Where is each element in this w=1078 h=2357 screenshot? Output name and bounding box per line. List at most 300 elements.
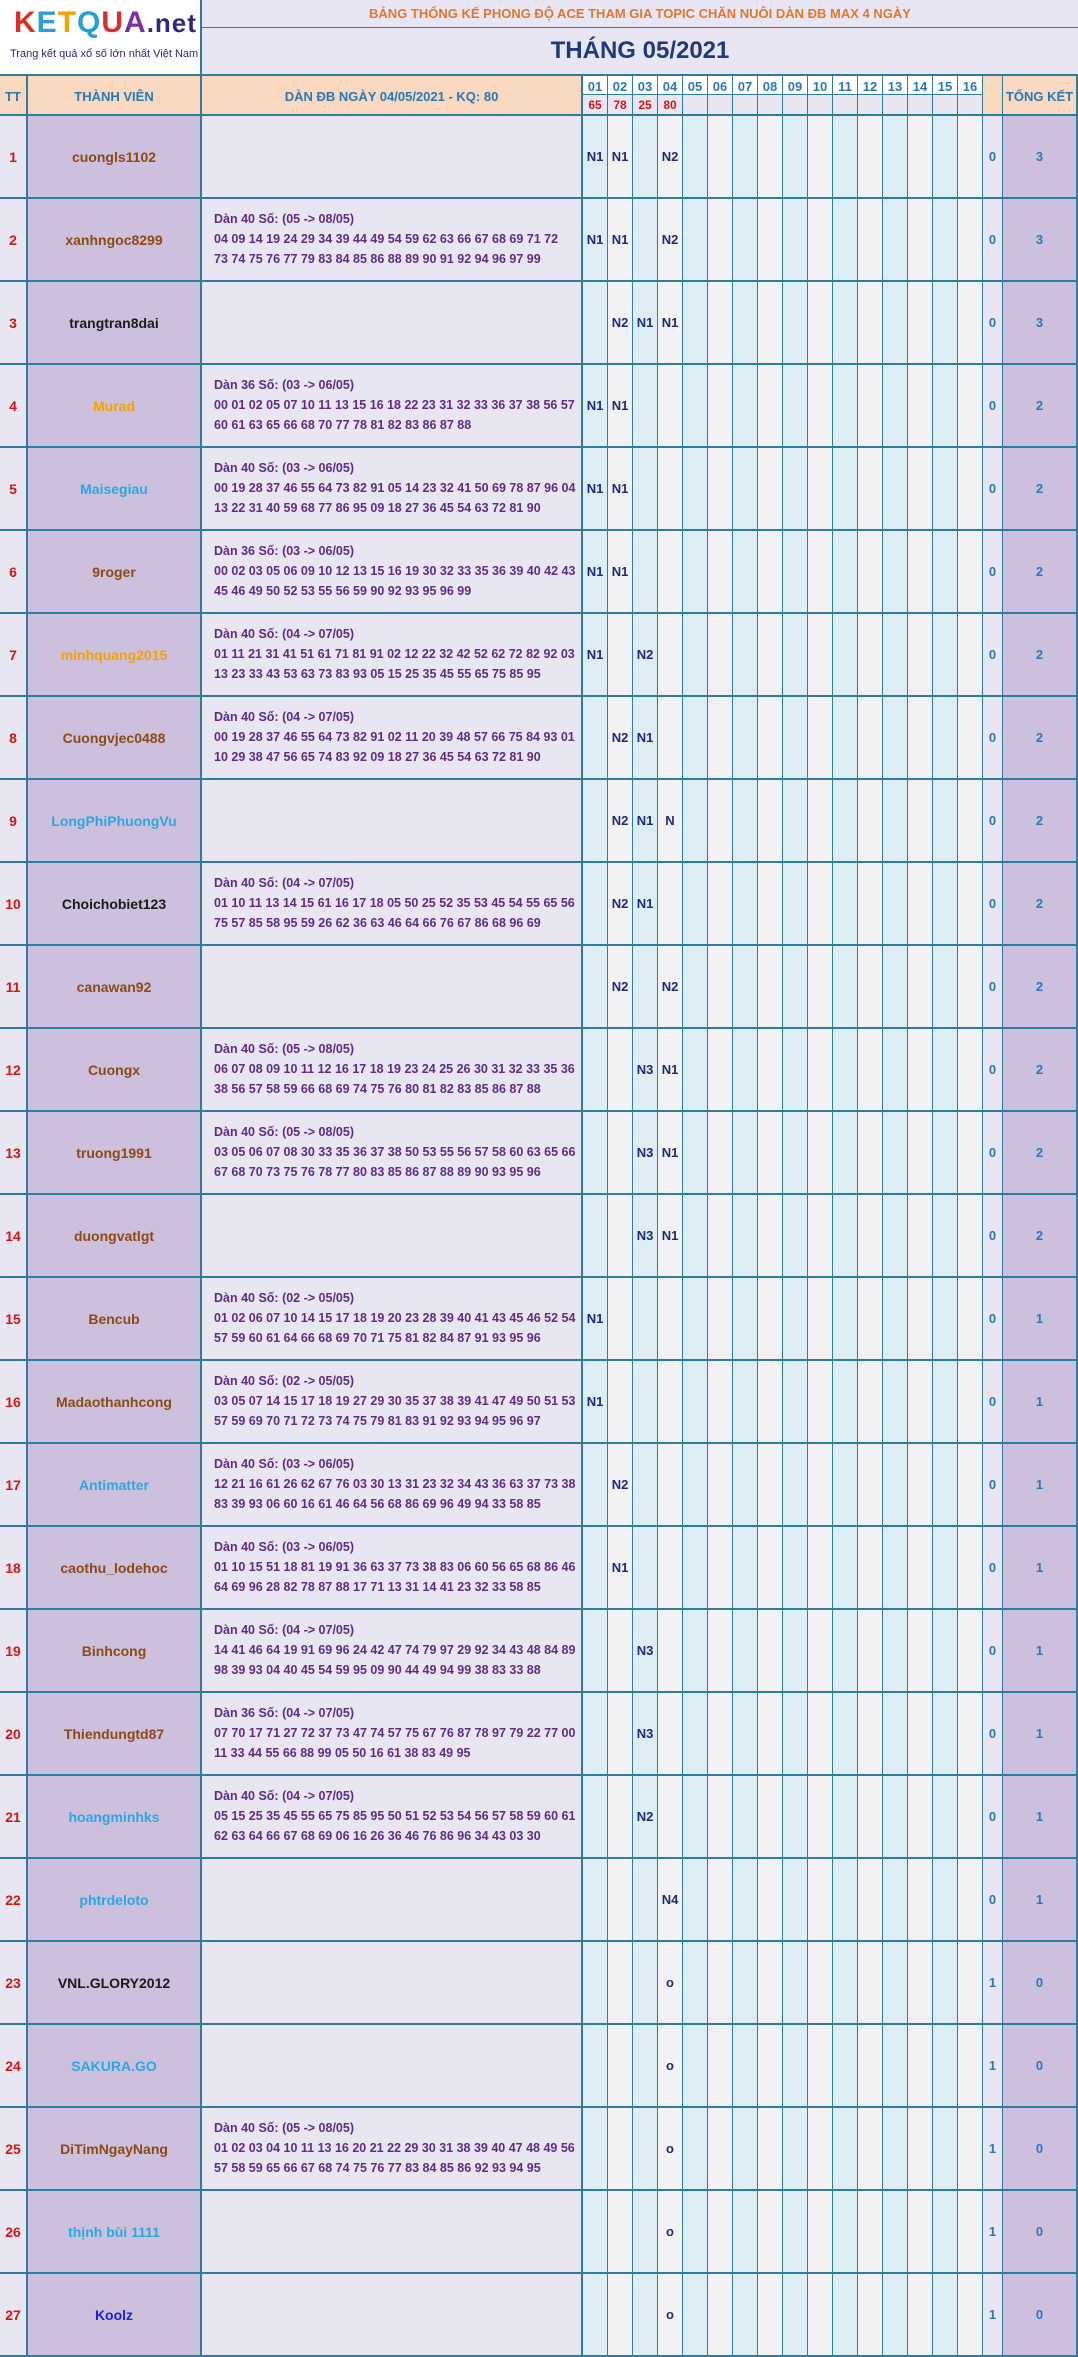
dan-line: 10 29 38 47 56 65 74 83 92 09 18 27 36 45 54 63 72 81 90 (214, 750, 541, 764)
day-mark (858, 199, 883, 282)
day-mark (708, 116, 733, 199)
member-name[interactable]: Bencub (28, 1278, 202, 1361)
day-mark (808, 365, 833, 448)
total-hit: 1 (1003, 1859, 1078, 1942)
day-mark (858, 2108, 883, 2191)
day-mark (708, 946, 733, 1029)
day-mark (708, 780, 733, 863)
dan-numbers (202, 2274, 583, 2357)
day-mark (608, 2108, 633, 2191)
day-mark (783, 1444, 808, 1527)
member-name[interactable]: 9roger (28, 531, 202, 614)
logo-tagline: Trang kết quả xổ số lớn nhất Việt Nam (10, 48, 199, 60)
day-mark (783, 697, 808, 780)
day-mark: N1 (583, 365, 608, 448)
day-mark (633, 1859, 658, 1942)
day-mark (583, 1610, 608, 1693)
day-mark (958, 1942, 983, 2025)
day-mark (783, 1112, 808, 1195)
header-member: THÀNH VIÊN (28, 74, 202, 116)
day-mark (908, 1693, 933, 1776)
day-mark (808, 2025, 833, 2108)
day-mark: N2 (608, 697, 633, 780)
day-result (858, 95, 883, 116)
day-mark (683, 448, 708, 531)
day-mark (708, 1029, 733, 1112)
total-miss: 0 (983, 1029, 1003, 1112)
day-mark (633, 2108, 658, 2191)
day-mark: N1 (608, 1527, 633, 1610)
day-mark (958, 199, 983, 282)
member-name[interactable]: Binhcong (28, 1610, 202, 1693)
day-result (833, 95, 858, 116)
member-name[interactable]: duongvatlgt (28, 1195, 202, 1278)
member-name[interactable]: Antimatter (28, 1444, 202, 1527)
row-number: 21 (0, 1776, 28, 1859)
day-mark: N1 (583, 199, 608, 282)
member-name[interactable]: hoangminhks (28, 1776, 202, 1859)
day-mark (683, 1942, 708, 2025)
day-mark (658, 614, 683, 697)
member-name[interactable]: thịnh bùi 1111 (28, 2191, 202, 2274)
member-name[interactable]: Choichobiet123 (28, 863, 202, 946)
day-header: 04 (658, 74, 683, 95)
day-mark: N3 (633, 1029, 658, 1112)
day-mark (683, 1195, 708, 1278)
day-mark (658, 448, 683, 531)
day-mark (858, 116, 883, 199)
dan-line: 00 19 28 37 46 55 64 73 82 91 05 14 23 32 41 50 69 78 87 96 04 (214, 481, 576, 495)
member-name[interactable]: SAKURA.GO (28, 2025, 202, 2108)
day-header: 10 (808, 74, 833, 95)
day-mark: N1 (658, 282, 683, 365)
day-mark (633, 199, 658, 282)
member-name[interactable]: cuongls1102 (28, 116, 202, 199)
dan-numbers (202, 1444, 583, 1527)
day-mark (783, 1776, 808, 1859)
dan-line: 57 59 69 70 71 72 73 74 75 79 81 83 91 92 93 94 95 96 97 (214, 1414, 541, 1428)
total-miss: 0 (983, 1361, 1003, 1444)
day-mark (608, 1195, 633, 1278)
day-mark (758, 1112, 783, 1195)
day-mark (633, 2274, 658, 2357)
day-mark: N2 (633, 614, 658, 697)
day-mark (633, 1527, 658, 1610)
day-mark (783, 2274, 808, 2357)
day-mark (833, 1444, 858, 1527)
row-number: 7 (0, 614, 28, 697)
day-mark (733, 116, 758, 199)
dan-line: 60 61 63 65 66 68 70 77 78 81 82 83 86 87 88 (214, 418, 472, 432)
day-mark (808, 1029, 833, 1112)
dan-line: 75 57 85 58 95 59 26 62 36 63 46 64 66 76 67 86 68 96 69 (214, 916, 541, 930)
day-mark: N3 (633, 1112, 658, 1195)
day-mark (808, 780, 833, 863)
day-mark (783, 448, 808, 531)
row-number: 27 (0, 2274, 28, 2357)
day-mark (883, 199, 908, 282)
day-mark (833, 2025, 858, 2108)
day-mark (708, 2025, 733, 2108)
day-mark (708, 2274, 733, 2357)
day-mark (908, 448, 933, 531)
day-mark (708, 1444, 733, 1527)
day-mark (783, 946, 808, 1029)
day-mark (908, 1361, 933, 1444)
day-mark (883, 1444, 908, 1527)
total-hit: 0 (1003, 2025, 1078, 2108)
day-mark (808, 282, 833, 365)
dan-line: 04 09 14 19 24 29 34 39 44 49 54 59 62 63 66 67 68 69 71 72 (214, 232, 559, 246)
member-name[interactable]: Murad (28, 365, 202, 448)
day-mark (808, 1278, 833, 1361)
day-mark (858, 2274, 883, 2357)
total-hit: 2 (1003, 448, 1078, 531)
dan-numbers (202, 2025, 583, 2108)
member-name[interactable]: phtrdeloto (28, 1859, 202, 1942)
day-mark (608, 1112, 633, 1195)
total-miss: 0 (983, 780, 1003, 863)
day-mark (908, 1942, 933, 2025)
day-mark (933, 2108, 958, 2191)
day-mark (733, 199, 758, 282)
day-mark (808, 1444, 833, 1527)
member-name[interactable]: LongPhiPhuongVu (28, 780, 202, 863)
day-mark (658, 1278, 683, 1361)
total-hit: 2 (1003, 365, 1078, 448)
day-mark (883, 1278, 908, 1361)
dan-numbers (202, 780, 583, 863)
dan-line: 45 46 49 50 52 53 55 56 59 90 92 93 95 96 99 (214, 584, 472, 598)
day-mark (783, 1029, 808, 1112)
day-mark (733, 2191, 758, 2274)
day-mark (908, 780, 933, 863)
day-mark (683, 1029, 708, 1112)
day-mark (833, 2274, 858, 2357)
day-mark (783, 365, 808, 448)
row-number: 24 (0, 2025, 28, 2108)
row-number: 2 (0, 199, 28, 282)
member-name[interactable]: trangtran8dai (28, 282, 202, 365)
member-name[interactable]: Cuongx (28, 1029, 202, 1112)
month-title: THÁNG 05/2021 (202, 28, 1078, 74)
day-mark (708, 1361, 733, 1444)
day-result (808, 95, 833, 116)
dan-line: 01 10 11 13 14 15 61 16 17 18 05 50 25 52 35 53 45 54 55 65 56 (214, 896, 575, 910)
day-mark (858, 946, 883, 1029)
total-miss: 0 (983, 1859, 1003, 1942)
day-mark (758, 1195, 783, 1278)
day-mark (833, 1029, 858, 1112)
dan-line: 03 05 06 07 08 30 33 35 36 37 38 50 53 55 56 57 58 60 63 65 66 (214, 1145, 576, 1159)
dan-title: Dàn 40 Số: (04 -> 07/05) (214, 627, 354, 641)
day-mark (583, 1859, 608, 1942)
day-mark (733, 697, 758, 780)
dan-line: 12 21 16 61 26 62 67 76 03 30 13 31 23 32 34 43 36 63 37 73 38 (214, 1477, 576, 1491)
day-mark (883, 1195, 908, 1278)
day-mark (883, 1776, 908, 1859)
member-name[interactable]: Thiendungtd87 (28, 1693, 202, 1776)
day-mark (958, 365, 983, 448)
day-mark (958, 1610, 983, 1693)
day-mark (833, 1527, 858, 1610)
day-mark (783, 1361, 808, 1444)
day-mark (758, 863, 783, 946)
day-mark (783, 1942, 808, 2025)
row-number: 11 (0, 946, 28, 1029)
day-mark (758, 1942, 783, 2025)
day-mark (958, 282, 983, 365)
day-mark (683, 614, 708, 697)
total-hit: 1 (1003, 1610, 1078, 1693)
day-mark (683, 1859, 708, 1942)
day-mark: N2 (608, 780, 633, 863)
day-mark (833, 282, 858, 365)
dan-title: Dàn 40 Số: (05 -> 08/05) (214, 2121, 354, 2135)
day-mark (683, 2108, 708, 2191)
ketqua-logo[interactable] (0, 0, 202, 74)
day-mark (683, 116, 708, 199)
total-miss: 0 (983, 863, 1003, 946)
day-mark (633, 531, 658, 614)
total-miss: 0 (983, 365, 1003, 448)
day-mark (683, 1693, 708, 1776)
total-miss: 0 (983, 448, 1003, 531)
total-hit: 2 (1003, 863, 1078, 946)
dan-numbers (202, 1361, 583, 1444)
dan-line: 62 63 64 66 67 68 69 06 16 26 36 46 76 86 96 34 43 03 30 (214, 1829, 541, 1843)
day-mark (758, 2108, 783, 2191)
day-mark (883, 448, 908, 531)
day-mark (858, 1527, 883, 1610)
day-header: 06 (708, 74, 733, 95)
day-mark (933, 1278, 958, 1361)
dan-title: Dàn 36 Số: (04 -> 07/05) (214, 1706, 354, 1720)
day-mark (783, 1859, 808, 1942)
total-hit: 1 (1003, 1776, 1078, 1859)
day-mark (808, 2274, 833, 2357)
dan-line: 01 02 03 04 10 11 13 16 20 21 22 29 30 31 38 39 40 47 48 49 56 (214, 2141, 575, 2155)
day-mark (758, 282, 783, 365)
day-mark: N3 (633, 1195, 658, 1278)
day-mark (808, 1942, 833, 2025)
total-hit: 1 (1003, 1693, 1078, 1776)
dan-title: Dàn 40 Số: (02 -> 05/05) (214, 1291, 354, 1305)
member-name[interactable]: Maisegiau (28, 448, 202, 531)
row-number: 13 (0, 1112, 28, 1195)
day-mark: N2 (608, 863, 633, 946)
day-mark: o (658, 2025, 683, 2108)
dan-line: 03 05 07 14 15 17 18 19 27 29 30 35 37 38 39 41 47 49 50 51 53 (214, 1394, 576, 1408)
day-mark (583, 1527, 608, 1610)
member-name[interactable]: Koolz (28, 2274, 202, 2357)
member-name[interactable]: DiTimNgayNang (28, 2108, 202, 2191)
day-mark (808, 116, 833, 199)
day-mark (758, 697, 783, 780)
dan-line: 13 23 33 43 53 63 73 83 93 05 15 25 35 45 55 65 75 85 95 (214, 667, 541, 681)
day-mark (783, 1195, 808, 1278)
day-mark: N1 (608, 531, 633, 614)
day-mark (958, 2191, 983, 2274)
day-mark (733, 1029, 758, 1112)
day-mark (933, 1195, 958, 1278)
member-name[interactable]: truong1991 (28, 1112, 202, 1195)
day-result (683, 95, 708, 116)
day-mark (933, 199, 958, 282)
day-mark (808, 1195, 833, 1278)
day-mark (583, 1112, 608, 1195)
day-mark (958, 1112, 983, 1195)
day-mark (733, 780, 758, 863)
day-mark (633, 1361, 658, 1444)
member-name[interactable]: Cuongvjec0488 (28, 697, 202, 780)
day-mark (883, 863, 908, 946)
row-number: 10 (0, 863, 28, 946)
day-mark (583, 1444, 608, 1527)
day-mark (933, 2191, 958, 2274)
day-mark (758, 1444, 783, 1527)
day-result (733, 95, 758, 116)
day-mark (783, 1610, 808, 1693)
sheet-subtitle: BẢNG THỐNG KẾ PHONG ĐỘ ACE THAM GIA TOPIC CHĂN NUÔI DÀN ĐB MAX 4 NGÀY (202, 0, 1078, 28)
day-mark: N1 (583, 116, 608, 199)
day-mark (633, 1444, 658, 1527)
day-mark (833, 1942, 858, 2025)
day-mark (583, 2025, 608, 2108)
day-mark (808, 2108, 833, 2191)
day-mark (958, 1361, 983, 1444)
member-name[interactable]: caothu_lodehoc (28, 1527, 202, 1610)
day-mark (758, 1029, 783, 1112)
day-mark (683, 1527, 708, 1610)
total-hit: 2 (1003, 946, 1078, 1029)
day-result (708, 95, 733, 116)
day-mark (733, 448, 758, 531)
row-number: 15 (0, 1278, 28, 1361)
day-mark (658, 863, 683, 946)
total-miss: 0 (983, 697, 1003, 780)
member-name[interactable]: canawan92 (28, 946, 202, 1029)
day-mark (683, 1444, 708, 1527)
dan-title: Dàn 36 Số: (03 -> 06/05) (214, 378, 354, 392)
day-mark (708, 1693, 733, 1776)
day-mark (933, 2025, 958, 2108)
day-mark (883, 2274, 908, 2357)
dan-numbers (202, 1610, 583, 1693)
day-mark (658, 1610, 683, 1693)
day-mark (758, 780, 783, 863)
day-mark: N2 (608, 946, 633, 1029)
day-mark: N2 (608, 282, 633, 365)
day-mark (808, 531, 833, 614)
day-mark (958, 2274, 983, 2357)
total-hit: 2 (1003, 697, 1078, 780)
day-mark (908, 282, 933, 365)
day-header: 11 (833, 74, 858, 95)
day-header: 15 (933, 74, 958, 95)
day-mark (858, 1361, 883, 1444)
day-mark (958, 1029, 983, 1112)
day-mark (908, 1527, 933, 1610)
dan-numbers (202, 1195, 583, 1278)
dan-title: Dàn 40 Số: (04 -> 07/05) (214, 1789, 354, 1803)
day-mark: N1 (608, 448, 633, 531)
day-mark (783, 863, 808, 946)
day-mark (708, 199, 733, 282)
day-mark (583, 1029, 608, 1112)
day-mark (833, 2108, 858, 2191)
total-hit: 2 (1003, 780, 1078, 863)
day-mark (733, 2108, 758, 2191)
day-mark (933, 863, 958, 946)
day-mark (858, 531, 883, 614)
day-mark (658, 1361, 683, 1444)
day-mark (833, 448, 858, 531)
row-number: 8 (0, 697, 28, 780)
row-number: 19 (0, 1610, 28, 1693)
day-mark (733, 946, 758, 1029)
day-mark (683, 2025, 708, 2108)
day-mark: N1 (583, 1361, 608, 1444)
member-name[interactable]: VNL.GLORY2012 (28, 1942, 202, 2025)
day-mark (958, 448, 983, 531)
day-mark (833, 1859, 858, 1942)
total-hit: 0 (1003, 2108, 1078, 2191)
member-name[interactable]: minhquang2015 (28, 614, 202, 697)
total-miss: 0 (983, 614, 1003, 697)
day-mark (783, 531, 808, 614)
day-mark (658, 1776, 683, 1859)
day-mark (583, 2108, 608, 2191)
day-mark (683, 863, 708, 946)
day-mark (758, 1859, 783, 1942)
row-number: 16 (0, 1361, 28, 1444)
day-header: 05 (683, 74, 708, 95)
dan-line: 01 11 21 31 41 51 61 71 81 91 02 12 22 32 42 52 62 72 82 92 03 (214, 647, 575, 661)
dan-numbers (202, 1859, 583, 1942)
day-result (958, 95, 983, 116)
day-mark (758, 1776, 783, 1859)
dan-numbers (202, 448, 583, 531)
day-mark (933, 946, 958, 1029)
total-miss: 0 (983, 1776, 1003, 1859)
day-header: 03 (633, 74, 658, 95)
row-number: 5 (0, 448, 28, 531)
day-mark (783, 116, 808, 199)
day-header: 01 (583, 74, 608, 95)
member-name[interactable]: xanhngoc8299 (28, 199, 202, 282)
total-miss: 0 (983, 199, 1003, 282)
day-mark (808, 1361, 833, 1444)
day-mark (733, 2025, 758, 2108)
day-mark (633, 448, 658, 531)
header-tt: TT (0, 74, 28, 116)
dan-line: 57 59 60 61 64 66 68 69 70 71 75 81 82 84 87 91 93 95 96 (214, 1331, 541, 1345)
row-number: 20 (0, 1693, 28, 1776)
dan-numbers (202, 697, 583, 780)
total-hit: 0 (1003, 2274, 1078, 2357)
day-mark (708, 282, 733, 365)
dan-line: 00 01 02 05 07 10 11 13 15 16 18 22 23 31 32 33 36 37 38 56 57 (214, 398, 575, 412)
day-mark (858, 282, 883, 365)
dan-numbers (202, 1112, 583, 1195)
day-mark (708, 1942, 733, 2025)
day-mark: N1 (658, 1029, 683, 1112)
day-header: 09 (783, 74, 808, 95)
day-mark (658, 531, 683, 614)
day-mark (608, 1278, 633, 1361)
member-name[interactable]: Madaothanhcong (28, 1361, 202, 1444)
